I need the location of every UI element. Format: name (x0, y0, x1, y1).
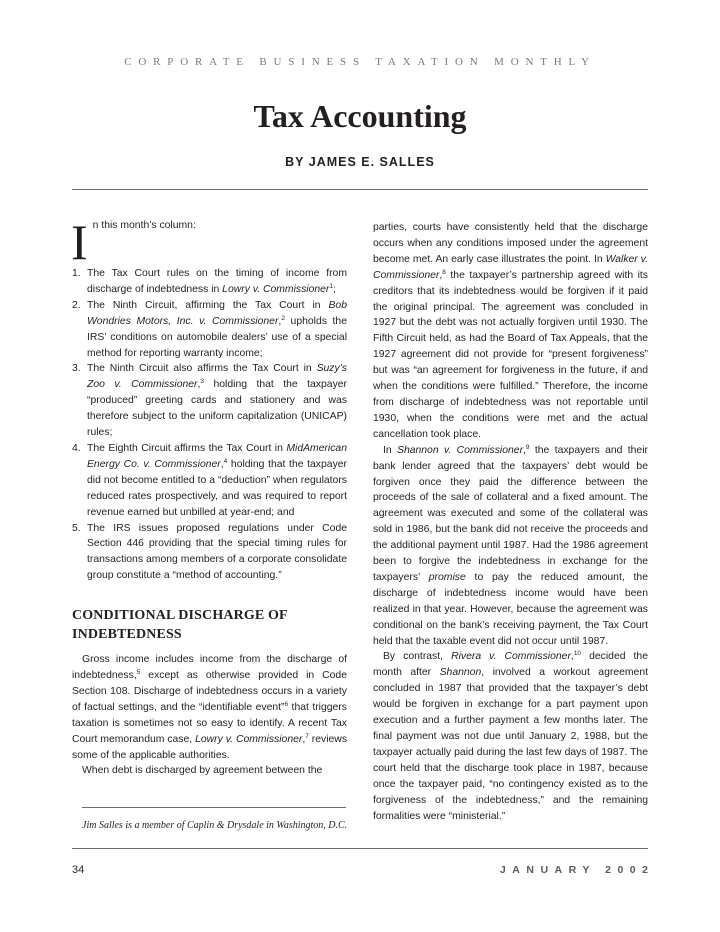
list-item-number: 1. (72, 268, 81, 279)
intro-text: n this month’s column: (92, 220, 196, 231)
list-item (72, 521, 347, 585)
list-item (72, 298, 347, 362)
list-item-text: The Eighth Circuit affirms the Tax Court in MidAmerican Energy Co. v. Commissioner,$^4$ holding that the taxpayer did not become entitled to a “deduction” when regulators reduced rates prospectively, and was required to report revenue earned but unbilled at year-end; and (87, 442, 347, 518)
list-item (72, 441, 347, 521)
drop-cap: I (71, 214, 88, 270)
header-divider (72, 189, 648, 190)
list-item-text: The Ninth Circuit also affirms the Tax Court in Suzy’s Zoo v. Commissioner,$^3$ holding that the taxpayer “produced” greeting cards and stationery and was therefore subject to the uniform capitalization (UNICAP) rules; (87, 363, 348, 439)
left-body-text (72, 652, 347, 779)
article-title: Tax Accounting (253, 98, 467, 134)
list-item-number: 4. (72, 442, 81, 454)
body-paragraph: Gross income includes income from the discharge of indebtedness,$^5$ except as otherwise provided in Code Section 108. Discharge of indebtedness occurs in a variety of factual settings, and the “identifiable event”$^6$ that triggers taxation is sometimes not so easy to identify. A recent Tax Court memorandum case, Lowry v. Commissioner,$^7$ reviews some of the applicable authorities. (72, 654, 348, 761)
footer-divider (72, 848, 648, 849)
body-paragraph: parties, courts have consistently held that the discharge occurs when any conditions imposed under the agreement become met. An early case illustrates the point. In Walker v. Commissioner,$^8$ the taxpayer’s partnership agreed with its creditors that its indebtedness would be forgiven if it paid the original principal. The agreement was concluded in 1927 but the debt was not actually forgiven until 1930. The Fifth Circuit held, as had the Board of Tax Appeals, that the 1927 agreement did not provide for “present forgiveness” but was “an agreement for forgiveness in the future, if and when the conditions were fulfilled.” Therefore, the income from discharge of indebtedness was not reportable until 1930, when the conditions were met and the actual cancellation took place. (373, 222, 648, 440)
topic-list (72, 266, 347, 584)
list-item (72, 266, 347, 298)
right-column (373, 220, 648, 824)
body-paragraph: In Shannon v. Commissioner,$^9$ the taxpayers and their bank lender agreed that the taxpayers’ debt would be forgiven once they paid the difference between the proceeds of the sale of collateral and a fixed amount. The agreement was executed and some of the collateral was sold in 1986, but the bank did not receive the proceeds and the additional payment until 1987. Had the 1986 agreement been to forgive the indebtedness in exchange for the taxpayers’ promise to pay the reduced amount, the discharge of indebtedness income would have been realized in that year. However, because the agreement was conditional on the bank’s receiving payment, the Tax Court held that the taxable event did not occur until 1987. (373, 443, 648, 647)
section-heading: CONDITIONAL DISCHARGE OF INDEBTEDNESS (72, 608, 288, 643)
body-paragraph: When debt is discharged by agreement between the (82, 765, 323, 777)
byline: BY JAMES E. SALLES (285, 155, 435, 169)
author-note: Jim Salles is a member of Caplin & Drysdale in Washington, D.C. (82, 820, 348, 831)
list-item-text: The Ninth Circuit, affirming the Tax Court in Bob Wondries Motors, Inc. v. Commissioner,$^2$ upholds the IRS’ conditions on automobile dealers’ use of a special method for reporting warranty income; (87, 299, 347, 359)
list-item-text: The IRS issues proposed regulations under Code Section 446 providing that the special timing rules for transactions among members of a corporate consolidate group constitute a “method of accounting.” (87, 522, 347, 582)
issue-date: JANUARY 2002 (499, 864, 655, 876)
page-number: 34 (72, 864, 85, 876)
left-column (71, 214, 348, 779)
running-head: CORPORATE BUSINESS TAXATION MONTHLY (124, 56, 596, 68)
list-item (72, 361, 347, 441)
body-paragraph: By contrast, Rivera v. Commissioner,$^{10}$ decided the month after Shannon, involved a workout agreement concluded in 1987 that provided that the taxpayer’s debt would be forgiven in exchange for a part payment upon execution and a further payment a few months later. The final payment was not due until January 2, 1988, but the taxpayer actually paid during the last few days of 1987. The court held that the discharge took place in 1987, because once the taxpayer paid, “no contingency existed as to the forgiveness of the indebtedness,” and the remaining formalities were “ministerial.” (373, 650, 648, 822)
list-item-number: 3. (72, 363, 81, 375)
footnote-divider (82, 807, 346, 808)
list-item-number: 5. (72, 522, 81, 534)
list-item-text: The Tax Court rules on the timing of income from discharge of indebtedness in Lowry v. Commissioner$^1$; (87, 268, 347, 295)
list-item-number: 2. (72, 299, 81, 311)
intro-paragraph (71, 214, 347, 270)
